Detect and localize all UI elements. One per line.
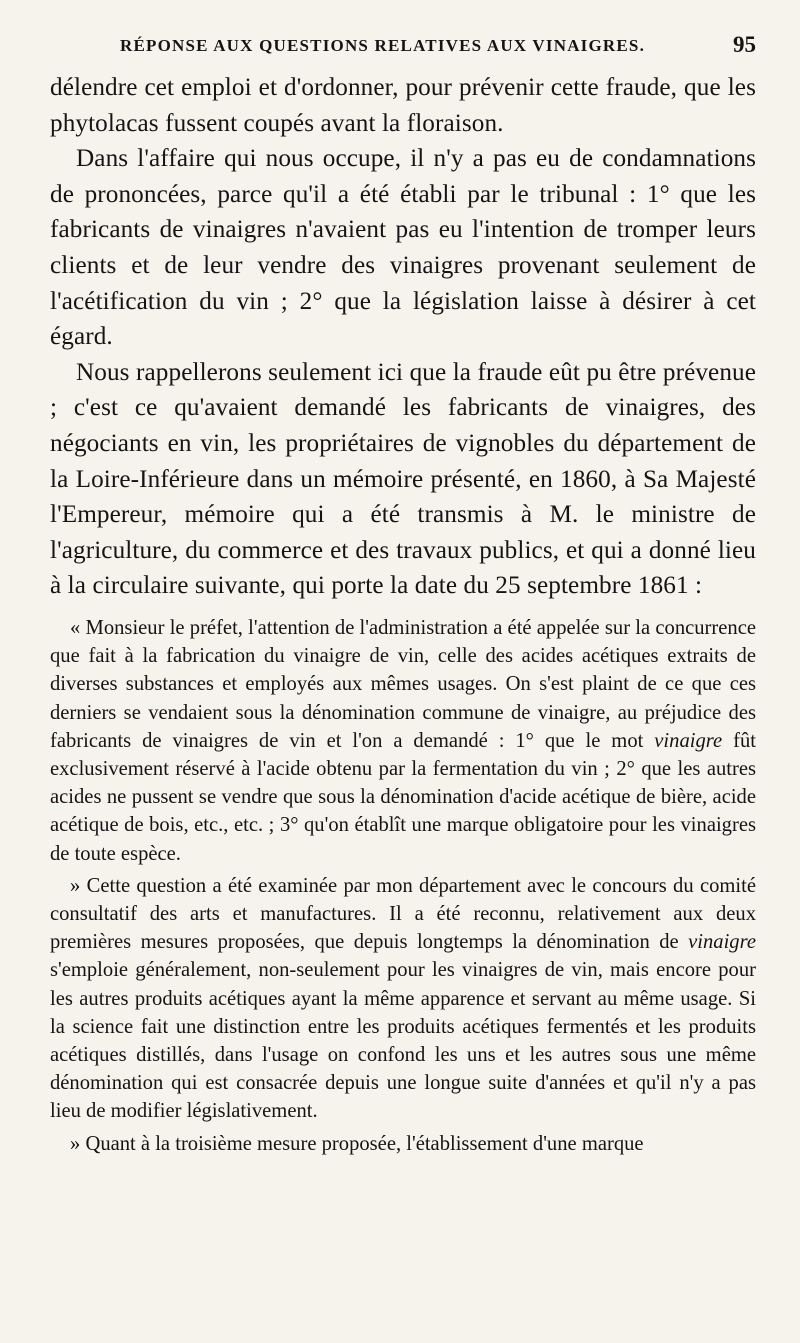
quote-text: s'emploie généralement, non-seulement pour les vinaigres de vin, mais encore pour les autres produits acétiques ayant la même apparence et servant au même usage. Si la science fait une distinction entre les produits acétiques fermentés et les produits acétiques distillés, dans l'usage on confond les uns et les autres sous une même dénomination qui est consacrée depuis une longue suite d'années et qu'il n'y a pas lieu de modifier législativement. <box>50 959 756 1123</box>
running-head: RÉPONSE AUX QUESTIONS RELATIVES AUX VINAIGRES. <box>120 36 646 55</box>
quote-paragraph: » Quant à la troisième mesure proposée, l'établissement d'une marque <box>70 1132 644 1155</box>
main-text <box>50 70 756 604</box>
quote-paragraph <box>50 614 756 868</box>
quote-paragraph <box>50 872 756 1126</box>
quote-text: « Monsieur le préfet, l'attention de l'administration a été appelée sur la concurrence que fait à la fabrication du vinaigre de vin, celle des acides acétiques extraits de diverses substances et employés aux mêmes usages. On s'est plaint de ce que ces derniers se vendaient sous la dénomination commune de vinaigre, au préjudice des fabricants de vinaigres de vin et l'on a demandé : 1° que le mot <box>50 616 756 752</box>
page-header <box>50 30 756 70</box>
quote-italic-term: vinaigre <box>688 931 756 954</box>
page-number: 95 <box>733 32 756 57</box>
paragraph-continuation: délendre cet emploi et d'ordonner, pour prévenir cette fraude, que les phytolacas fussent coupés avant la floraison. <box>50 74 756 137</box>
quote-text: » Cette question a été examinée par mon département avec le concours du comité consultatif des arts et manufactures. Il a été reconnu, relativement aux deux premières mesures proposées, que depuis longtemps la dénomination de <box>50 874 756 954</box>
paragraph: Nous rappellerons seulement ici que la fraude eût pu être prévenue ; c'est ce qu'avaient demandé les fabricants de vinaigres, des négociants en vin, les propriétaires de vignobles du département de la Loire-Inférieure dans un mémoire présenté, en 1860, à Sa Majesté l'Empereur, mémoire qui a été transmis à M. le ministre de l'agriculture, du commerce et des travaux publics, et qui a donné lieu à la circulaire suivante, qui porte la date du 25 septembre 1861 : <box>50 358 756 600</box>
quoted-circular <box>50 614 756 1158</box>
paragraph: Dans l'affaire qui nous occupe, il n'y a pas eu de condamnations de prononcées, parce qu'il a été établi par le tribunal : 1° que les fabricants de vinaigres n'avaient pas eu l'intention de tromper leurs clients et de leur vendre des vinaigres provenant seulement de l'acétification du vin ; 2° que la législation laisse à désirer à cet égard. <box>50 145 756 351</box>
quote-text: fût exclusivement réservé à l'acide obtenu par la fermentation du vin ; 2° que les autres acides ne pussent se vendre que sous la dénomination d'acide acétique de bière, acide acétique de bois, etc., etc. ; 3° qu'on établît une marque obligatoire pour les vinaigres de toute espèce. <box>50 729 756 865</box>
quote-italic-term: vinaigre <box>654 729 723 752</box>
